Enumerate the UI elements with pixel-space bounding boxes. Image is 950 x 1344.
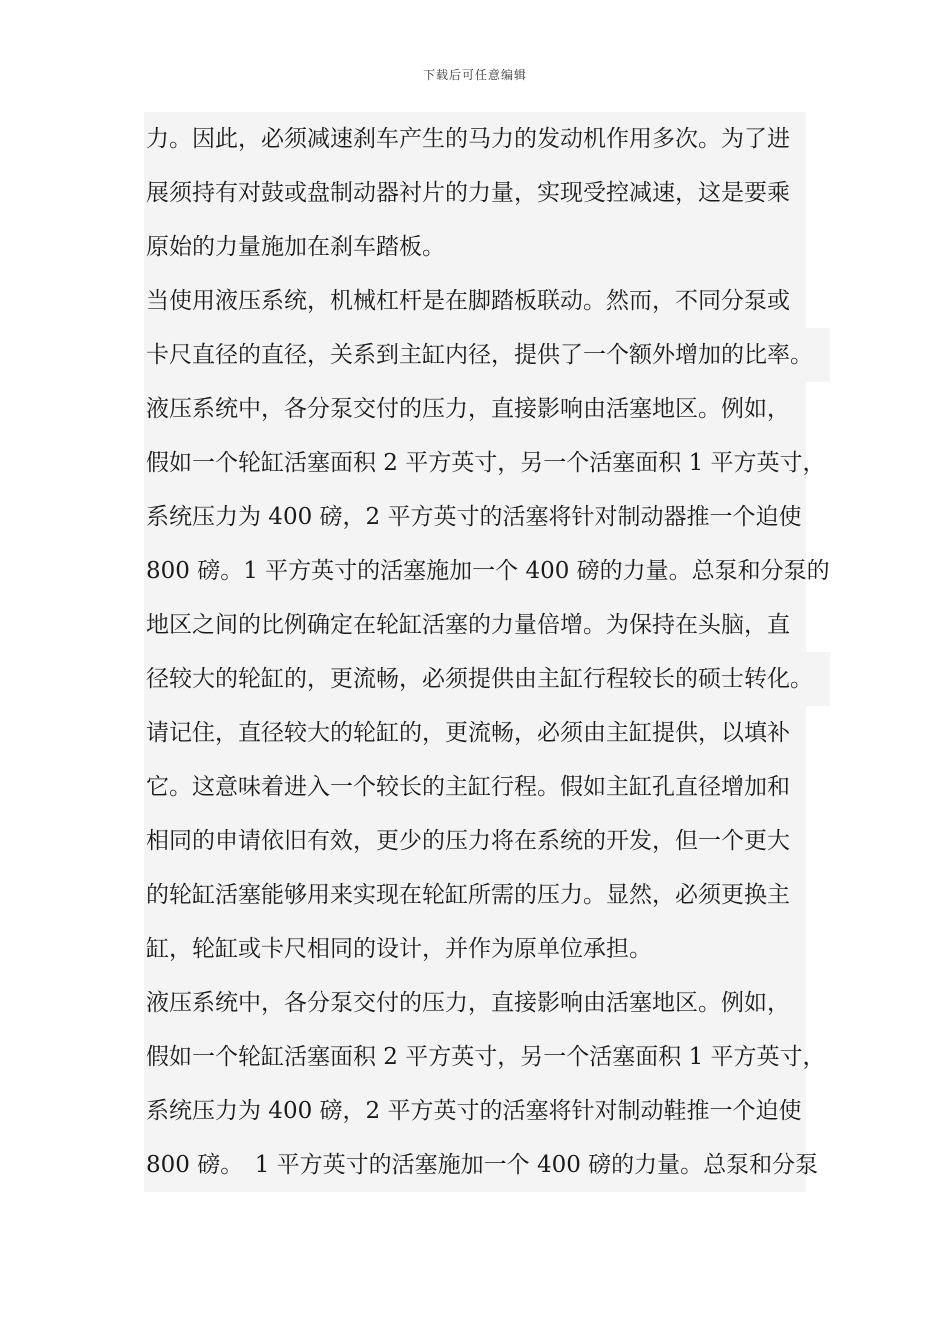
text-line: 当使用液压系统，机械杠杆是在脚踏板联动。然而，不同分泵或 — [144, 274, 806, 328]
text-line: 力。因此，必须减速刹车产生的马力的发动机作用多次。为了进 — [144, 112, 806, 166]
text-line: 缸，轮缸或卡尺相同的设计，并作为原单位承担。 — [144, 922, 806, 976]
text-line: 径较大的轮缸的，更流畅，必须提供由主缸行程较长的硕士转化。 — [144, 652, 830, 706]
text-line: 假如一个轮缸活塞面积 2 平方英寸，另一个活塞面积 1 平方英寸， — [144, 436, 806, 490]
text-line: 卡尺直径的直径，关系到主缸内径，提供了一个额外增加的比率。 — [144, 328, 830, 382]
text-line: 系统压力为 400 磅，2 平方英寸的活塞将针对制动鞋推一个迫使 — [144, 1084, 806, 1138]
text-line: 展须持有对鼓或盘制动器衬片的力量，实现受控减速，这是要乘 — [144, 166, 806, 220]
text-line: 液压系统中，各分泵交付的压力，直接影响由活塞地区。例如， — [144, 976, 806, 1030]
text-line: 800 磅。1 平方英寸的活塞施加一个 400 磅的力量。总泵和分泵的 — [144, 544, 806, 598]
text-line: 地区之间的比例确定在轮缸活塞的力量倍增。为保持在头脑，直 — [144, 598, 806, 652]
text-line: 800 磅。 1 平方英寸的活塞施加一个 400 磅的力量。总泵和分泵 — [144, 1138, 806, 1192]
text-line: 液压系统中，各分泵交付的压力，直接影响由活塞地区。例如， — [144, 382, 806, 436]
text-line: 请记住，直径较大的轮缸的，更流畅，必须由主缸提供，以填补 — [144, 706, 806, 760]
text-line: 相同的申请依旧有效，更少的压力将在系统的开发，但一个更大 — [144, 814, 806, 868]
body-text — [144, 112, 830, 1192]
text-line: 系统压力为 400 磅，2 平方英寸的活塞将针对制动器推一个迫使 — [144, 490, 806, 544]
text-line: 它。这意味着进入一个较长的主缸行程。假如主缸孔直径增加和 — [144, 760, 806, 814]
page-header: 下载后可任意编辑 — [422, 68, 527, 82]
text-line: 假如一个轮缸活塞面积 2 平方英寸，另一个活塞面积 1 平方英寸， — [144, 1030, 806, 1084]
text-line: 原始的力量施加在刹车踏板。 — [144, 220, 806, 274]
text-line: 的轮缸活塞能够用来实现在轮缸所需的压力。显然，必须更换主 — [144, 868, 806, 922]
